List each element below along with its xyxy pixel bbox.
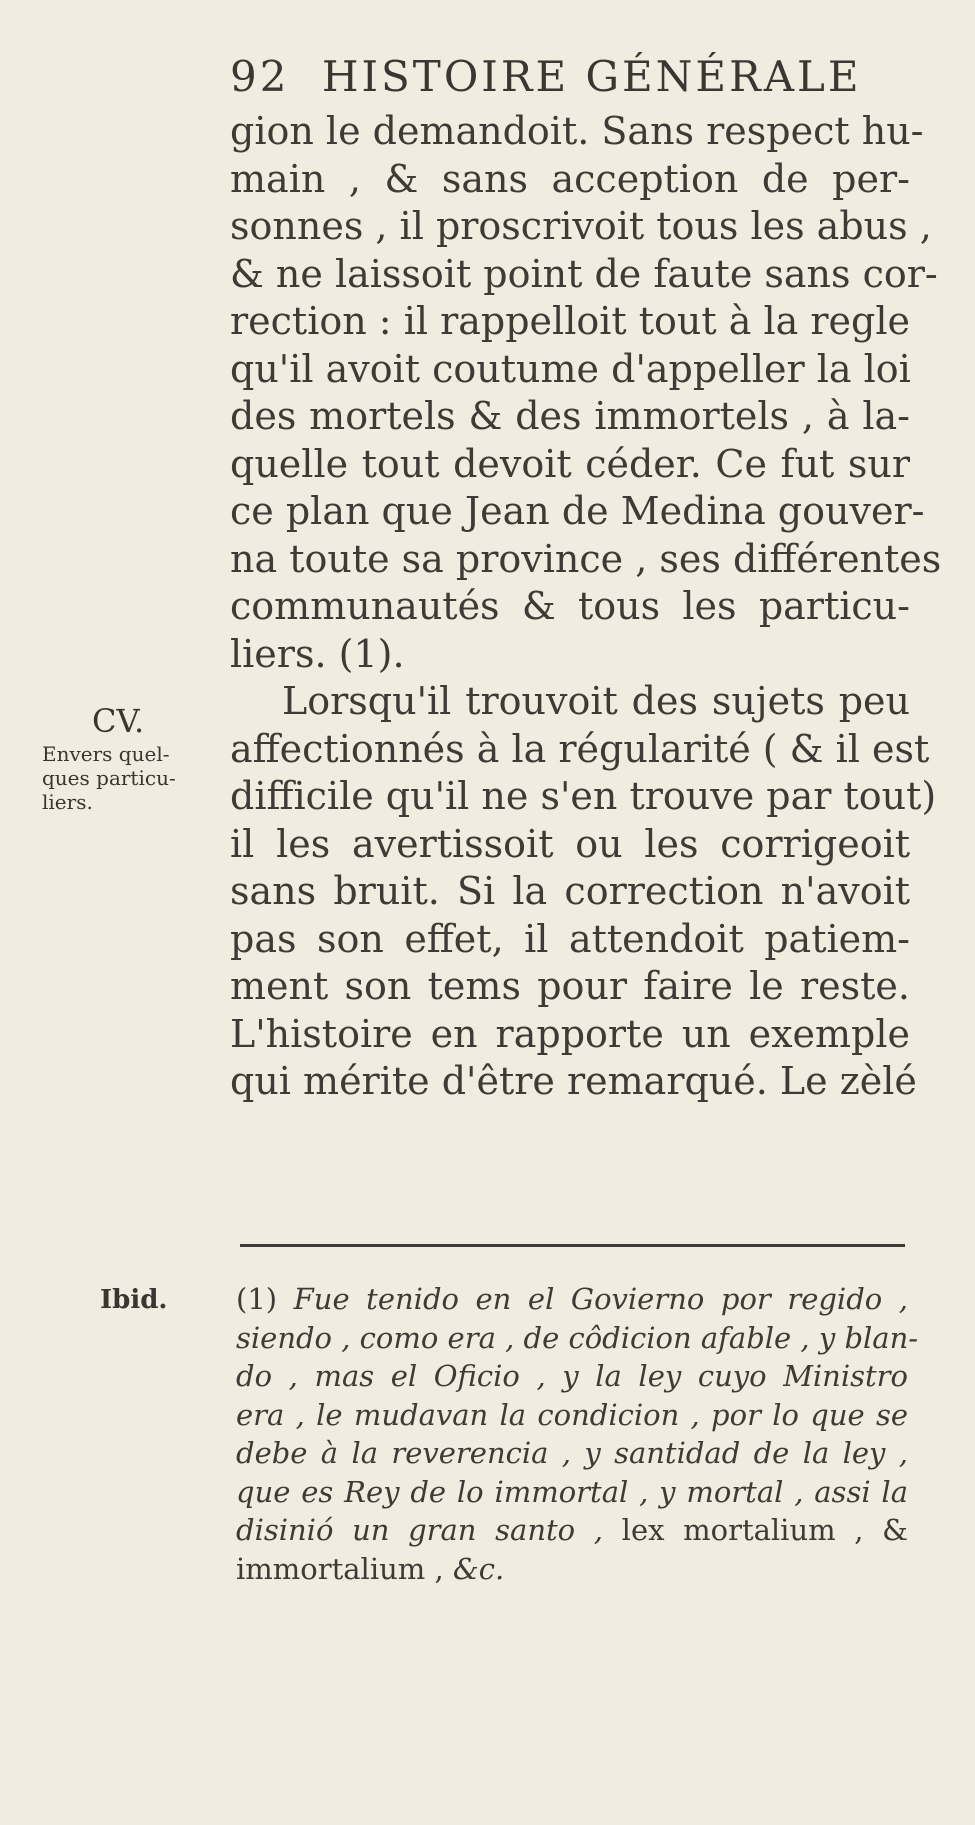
source-note: Ibid. (100, 1285, 168, 1315)
text-line: & ne laissoit point de faute sans cor- (230, 251, 938, 296)
footnote-line (236, 1280, 908, 1319)
margin-note (42, 742, 207, 814)
text-line: gion le demandoit. Sans respect hu- (230, 109, 924, 153)
footnote-line: que es Rey de lo immortal , y mortal , assi la (236, 1474, 908, 1509)
running-title: HISTOIRE GÉNÉRALE (321, 52, 862, 101)
section-number: CV. (92, 702, 145, 740)
text-line: il les avertissoit ou les corrigeoit (230, 821, 910, 866)
text-line: main , & sans acception de per- (230, 156, 910, 201)
text-line: qu'il avoit coutume d'appeller la loi (230, 346, 911, 391)
text-line: na toute sa province , ses différentes (230, 536, 942, 581)
footnote (236, 1280, 919, 1588)
footnote-line: debe à la reverencia , y santidad de la ley , (236, 1436, 908, 1470)
text-line: liers. (1). (230, 631, 405, 676)
footnote-line: do , mas el Oficio , y la ley cuyo Ministro (236, 1359, 908, 1393)
footnote-line: siendo , como era , de côdicion afable , y blan- (236, 1320, 919, 1355)
text-line: communautés & tous les particu- (230, 584, 910, 628)
page-number: 92 (230, 52, 290, 101)
text-line: difficile qu'il ne s'en trouve par tout) (230, 774, 937, 818)
footnote-rule (240, 1244, 905, 1247)
main-text (230, 108, 942, 1106)
text-line: rection : il rappelloit tout à la regle (230, 299, 910, 343)
text-line: pas son effet, il attendoit patiem- (230, 916, 910, 961)
footnote-text: Fue tenido en el Govierno por regido , (293, 1282, 909, 1316)
footnote-line (236, 1511, 908, 1550)
margin-note-line: ques particu- (42, 766, 176, 790)
footnote-text: &c. (452, 1551, 505, 1586)
footnote-text: lex mortalium , & (621, 1513, 908, 1547)
footnote-line (236, 1550, 908, 1589)
footnote-marker: (1) (236, 1282, 278, 1316)
text-line: L'histoire en rapporte un exemple (230, 1011, 910, 1056)
text-line: qui mérite d'être remarqué. Le zèlé (230, 1059, 917, 1103)
text-line: ce plan que Jean de Medina gouver- (230, 489, 925, 533)
footnote-text: disinió un gran santo , (236, 1513, 603, 1547)
text-line: des mortels & des immortels , à la- (230, 394, 910, 438)
footnote-line: era , le mudavan la condicion , por lo que se (236, 1397, 908, 1432)
running-header (230, 52, 862, 101)
margin-note-line: liers. (42, 790, 93, 814)
text-line: sonnes , il proscrivoit tous les abus , (230, 204, 932, 248)
text-line: affectionnés à la régularité ( & il est (230, 726, 930, 771)
text-line: sans bruit. Si la correction n'avoit (230, 869, 910, 913)
margin-note-line: Envers quel- (42, 742, 170, 766)
text-line: ment son tems pour faire le reste. (230, 964, 910, 1008)
text-line: quelle tout devoit céder. Ce fut sur (230, 441, 910, 486)
text-line: Lorsqu'il trouvoit des sujets peu (282, 679, 910, 723)
footnote-text: immortalium , (236, 1551, 444, 1586)
